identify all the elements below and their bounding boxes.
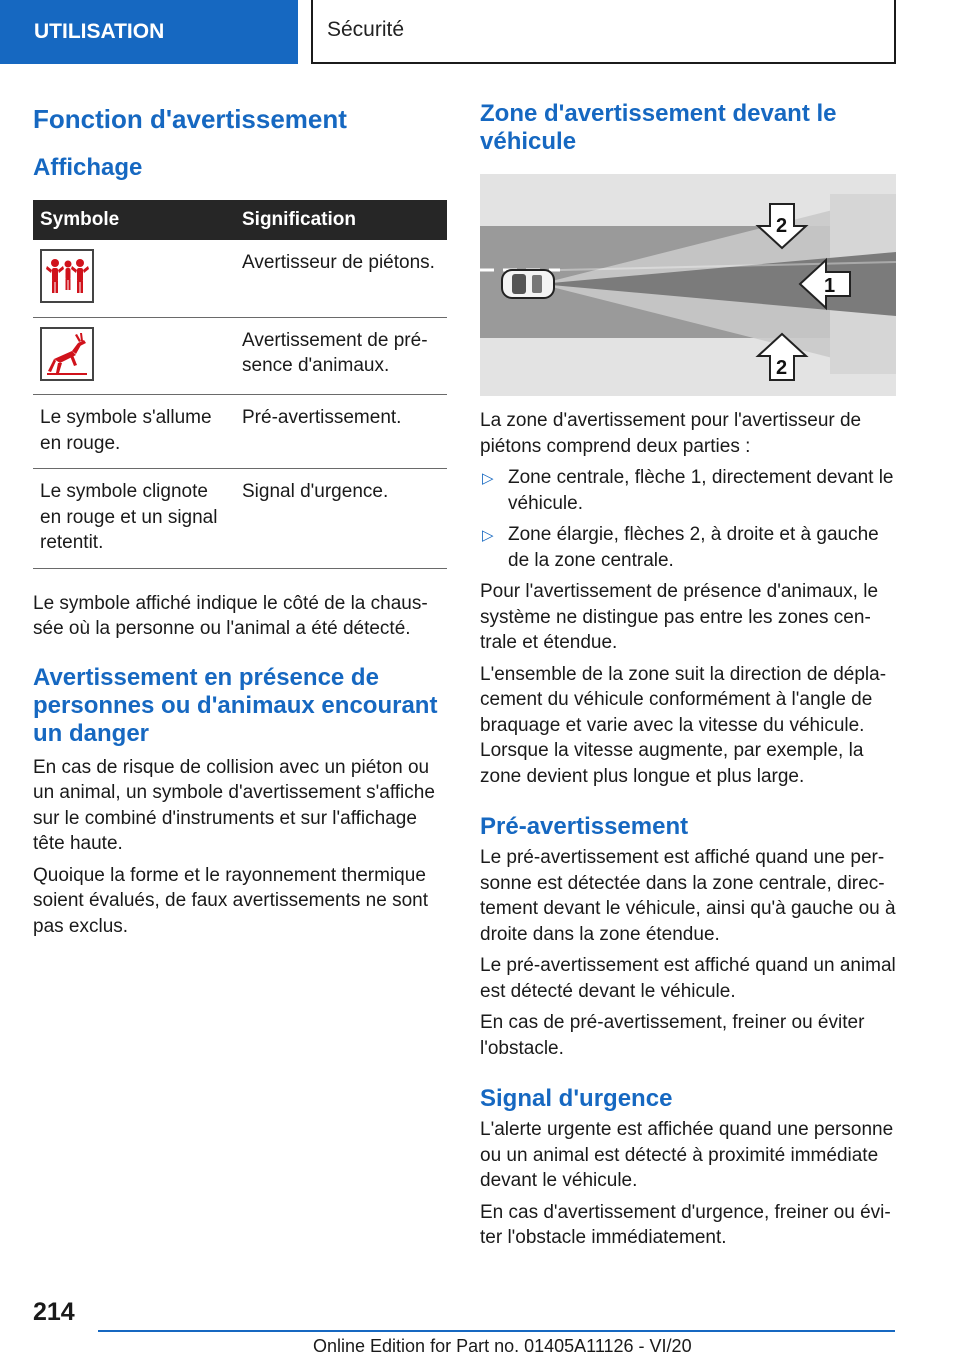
pedestrian-warning-icon — [40, 249, 94, 303]
table-row — [33, 469, 447, 569]
section-heading-urgent: Signal d'urgence — [480, 1085, 673, 1112]
arrow-top-label: 2 — [776, 215, 788, 237]
table-header-symbol: Symbole — [33, 200, 235, 240]
section-tab: UTILISATION — [0, 0, 298, 64]
paragraph-urgent-alert: L'alerte urgente est affichée quand une personne ou un animal est détecté à proximité immédiate devant le véhicule. — [480, 1119, 894, 1191]
table-header-row — [33, 200, 447, 240]
table-header-meaning: Signification — [235, 200, 447, 240]
triangle-bullet-icon: ▷ — [482, 470, 494, 487]
table-cell-symbol: Le symbole s'allume en rouge. — [33, 395, 235, 469]
table-cell-meaning: Signal d'urgence. — [235, 469, 447, 569]
section-heading-pre-warning: Pré-avertissement — [480, 813, 689, 840]
table-row — [33, 395, 447, 469]
table-cell-meaning: Avertisseur de piétons. — [235, 240, 447, 317]
paragraph-animal-zones: Pour l'avertissement de présence d'animaux, le système ne distingue pas entre les zones centrale et étendue. — [480, 581, 879, 653]
symbol-table — [33, 200, 447, 569]
paragraph-false-warnings: Quoique la forme et le rayonnement thermique soient évalués, de faux avertissements ne sont pas exclus. — [33, 864, 429, 937]
paragraph-pre-warning-animal: Le pré-avertissement est affiché quand un animal est détecté devant le véhicule. — [480, 955, 896, 1002]
table-row — [33, 240, 447, 317]
arrow-center-label: 1 — [824, 275, 836, 297]
subsection-header: Sécurité — [311, 0, 896, 64]
page-title: Fonction d'avertissement — [33, 104, 347, 134]
right-column — [480, 100, 896, 1251]
paragraph-symbol-side: Le symbole affiché indique le côté de la chaussée où la personne ou l'animal a été détecté. — [33, 592, 428, 639]
paragraph-zone-follows: L'ensemble de la zone suit la direction de déplacement du véhicule conformément à l'angle de braquage et varie avec la vitesse du véhicule. Lorsque la vitesse augmente, par exemple, la zone devient plus longue et plus large. — [480, 663, 887, 787]
paragraph-zone-parts: La zone d'avertissement pour l'avertisseur de piétons comprend deux parties : — [480, 410, 862, 457]
section-heading-display: Affichage — [33, 154, 143, 181]
triangle-bullet-icon: ▷ — [482, 527, 494, 544]
section-heading-danger: Avertissement en présence de personnes ou d'animaux encourant un danger — [33, 663, 438, 747]
paragraph-pre-warning-action: En cas de pré-avertissement, freiner ou éviter l'obstacle. — [480, 1012, 865, 1059]
list-item-text: Zone élargie, flèches 2, à droite et à gauche de la zone centrale. — [508, 524, 879, 571]
list-item-text: Zone centrale, flèche 1, directement devant le véhicule. — [508, 467, 894, 514]
edition-note: Online Edition for Part no. 01405A11126 - VI/20 — [313, 1336, 692, 1356]
page-number: 214 — [33, 1298, 75, 1326]
paragraph-urgent-action: En cas d'avertissement d'urgence, freiner ou éviter l'obstacle immédiatement. — [480, 1201, 891, 1248]
warning-zone-diagram — [480, 174, 896, 396]
car-icon — [502, 270, 554, 298]
table-cell-symbol — [33, 240, 235, 317]
table-row — [33, 317, 447, 395]
table-cell-symbol — [33, 317, 235, 395]
table-cell-meaning: Avertissement de présence d'animaux. — [235, 317, 447, 395]
table-cell-meaning: Pré-avertissement. — [235, 395, 447, 469]
section-heading-zone: Zone d'avertissement devant le véhicule — [480, 100, 837, 155]
footer-divider — [98, 1330, 895, 1332]
list-item — [480, 465, 896, 516]
list-item — [480, 522, 896, 573]
left-column — [33, 100, 447, 939]
animal-warning-icon — [40, 327, 94, 381]
table-cell-symbol: Le symbole clignote en rouge et un signal retentit. — [33, 469, 235, 569]
paragraph-pre-warning-person: Le pré-avertissement est affiché quand une personne est détectée dans la zone centrale, directement devant le véhicule, ainsi qu'à gauche ou à droite dans la zone étendue. — [480, 847, 896, 945]
arrow-bottom-label: 2 — [776, 357, 788, 379]
paragraph-collision-risk: En cas de risque de collision avec un piéton ou un animal, un symbole d'avertissement s'affiche sur le combiné d'instruments et sur l'affichage tête haute. — [33, 756, 435, 854]
